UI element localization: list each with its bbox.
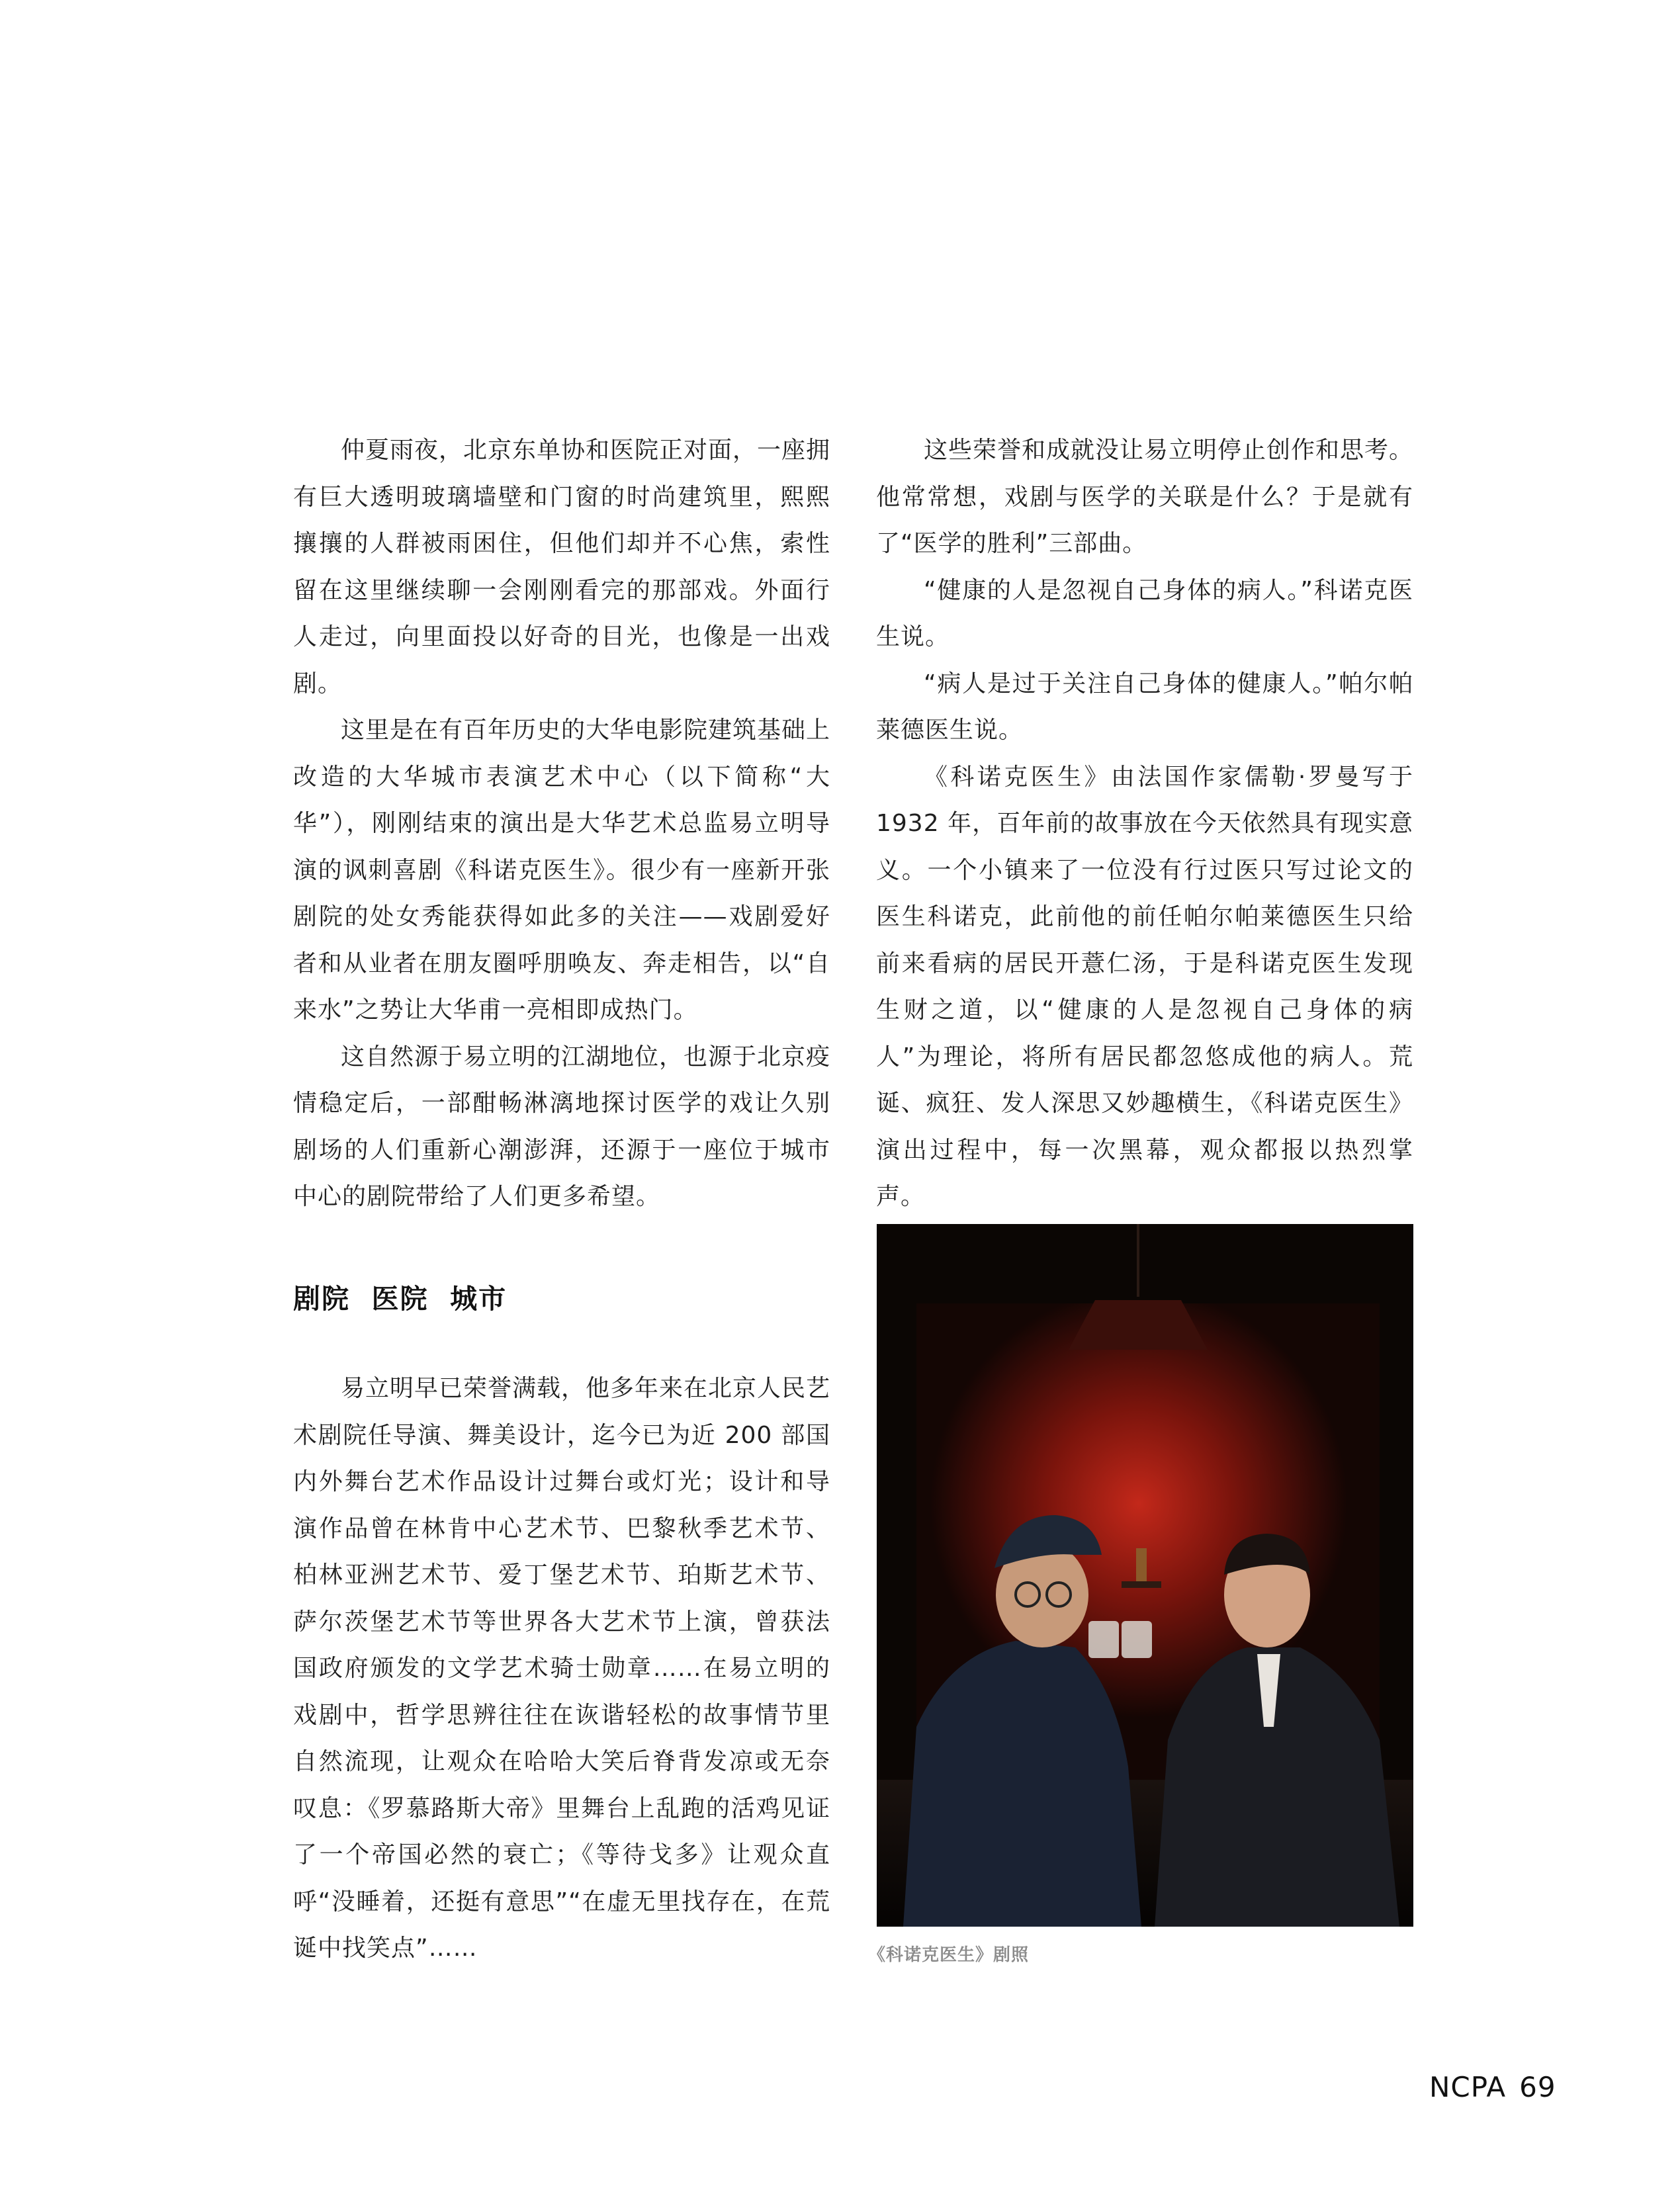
paragraph: “病人是过于关注自己身体的健康人。”帕尔帕莱德医生说。 — [876, 670, 1413, 744]
section-heading: 剧院 医院 城市 — [293, 1283, 508, 1315]
paragraph: “健康的人是忽视自己身体的病人。”科诺克医生说。 — [876, 576, 1413, 650]
bottle — [1136, 1548, 1147, 1581]
magazine-name: NCPA — [1429, 2071, 1507, 2103]
left-column-section — [293, 1366, 830, 1972]
stage-photo-illustration — [877, 1224, 1413, 1927]
paragraph: 易立明早已荣誉满载，他多年来在北京人民艺术剧院任导演、舞美设计，迄今已为近 200 部国内外舞台艺术作品设计过舞台或灯光；设计和导演作品曾在林肯中心艺术节、巴黎秋季艺术节、柏林亚洲艺术节、爱丁堡艺术节、珀斯艺术节、萨尔茨堡艺术节等世界各大艺术节上演，曾获法国政府颁发的文学艺术骑士勋章……在易立明的戏剧中，哲学思辨往往在诙谐轻松的故事情节里自然流现，让观众在哈哈大笑后脊背发凉或无奈叹息：《罗慕路斯大帝》里舞台上乱跑的活鸡见证了一个帝国必然的衰亡；《等待戈多》让观众直呼“没睡着，还挺有意思”“在虚无里找存在，在荒诞中找笑点”…… — [293, 1375, 831, 1962]
stage-photo — [877, 1224, 1413, 1927]
paragraph: 这些荣誉和成就没让易立明停止创作和思考。他常常想，戏剧与医学的关联是什么？于是就有了“医学的胜利”三部曲。 — [876, 437, 1414, 557]
paragraph: 《科诺克医生》由法国作家儒勒·罗曼写于 1932 年，百年前的故事放在今天依然具有现实意义。一个小镇来了一位没有行过医只写过论文的医生科诺克，此前他的前任帕尔帕莱德医生只给前来看病的居民开薏仁汤，于是科诺克医生发现生财之道，以“健康的人是忽视自己身体的病人”为理论，将所有居民都忽悠成他的病人。荒诞、疯狂、发人深思又妙趣横生，《科诺克医生》演出过程中，每一次黑幕，观众都报以热烈掌声。 — [876, 763, 1413, 1210]
glass-left — [1088, 1621, 1119, 1658]
photo-caption: 《科诺克医生》剧照 — [868, 1945, 1030, 1965]
paragraph: 这里是在有百年历史的大华电影院建筑基础上改造的大华城市表演艺术中心（以下简称“大华”），刚刚结束的演出是大华艺术总监易立明导演的讽刺喜剧《科诺克医生》。很少有一座新开张剧院的处女秀能获得如此多的关注——戏剧爱好者和从业者在朋友圈呼朋唤友、奔走相告，以“自来水”之势让大华甫一亮相即成热门。 — [293, 717, 831, 1024]
glass-right — [1122, 1621, 1152, 1658]
paragraph: 仲夏雨夜，北京东单协和医院正对面，一座拥有巨大透明玻璃墙壁和门窗的时尚建筑里，熙熙攘攘的人群被雨困住，但他们却并不心焦，索性留在这里继续聊一会刚刚看完的那部戏。外面行人走过，向里面投以好奇的目光，也像是一出戏剧。 — [293, 437, 831, 697]
page-footer — [1429, 2071, 1556, 2103]
page-number: 69 — [1519, 2071, 1556, 2103]
left-column-intro — [293, 427, 830, 1221]
paragraph: 这自然源于易立明的江湖地位，也源于北京疫情稳定后，一部酣畅淋漓地探讨医学的戏让久别剧场的人们重新心潮澎湃，还源于一座位于城市中心的剧院带给了人们更多希望。 — [293, 1043, 831, 1210]
right-column — [876, 427, 1413, 1221]
